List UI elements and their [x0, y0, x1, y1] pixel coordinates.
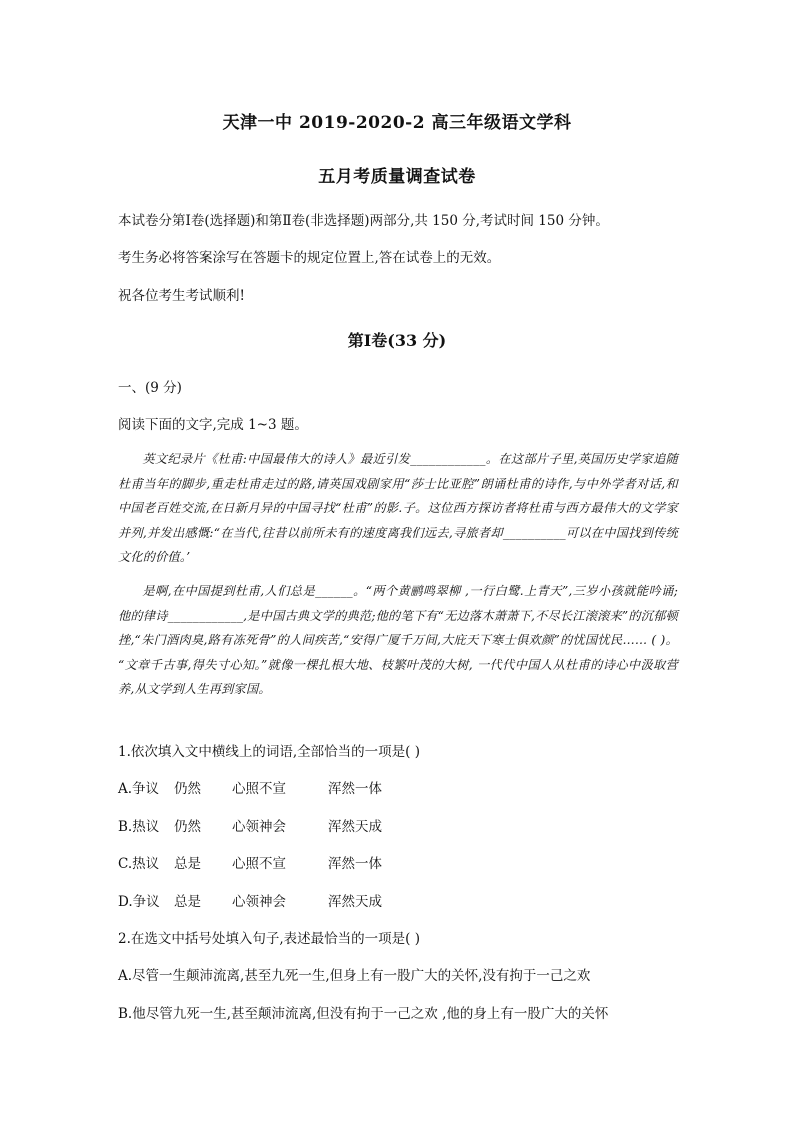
- option-cell: 浑然一体: [328, 781, 382, 797]
- option-cell: 总是: [174, 894, 201, 910]
- exam-title: 天津一中 2019-2020-2 高三年级语文学科: [222, 113, 572, 133]
- question-2-stem: 2.在选文中括号处填入句子,表述最恰当的一项是( ): [118, 931, 420, 947]
- intro-line-2: 考生务必将答案涂写在答题卡的规定位置上,答在试卷上的无效。: [118, 250, 501, 266]
- intro-line-1: 本试卷分第Ⅰ卷(选择题)和第Ⅱ卷(非选择题)两部分,共 150 分,考试时间 150 分钟。: [118, 213, 609, 229]
- option-cell: 浑然天成: [328, 894, 382, 910]
- intro-line-3: 祝各位考生考试顺利!: [118, 288, 245, 304]
- option-cell: B.热议: [118, 819, 160, 835]
- option-cell: 浑然一体: [328, 856, 382, 872]
- option-cell: 心领神会: [232, 819, 286, 835]
- question-1-option-d[interactable]: [118, 890, 418, 910]
- question-1-stem: 1.依次填入文中横线上的词语,全部恰当的一项是( ): [118, 744, 420, 760]
- question-2-option-b[interactable]: B.他尽管九死一生,甚至颠沛流离,但没有拘于一己之欢 ,他的身上有一股广大的关怀: [118, 1006, 609, 1022]
- question-2-option-a[interactable]: A.尽管一生颠沛流离,甚至九死一生,但身上有一股广大的关怀,没有拘于一己之欢: [118, 968, 591, 984]
- option-cell: 总是: [174, 856, 201, 872]
- reading-passage-2: [118, 579, 678, 702]
- option-cell: 心照不宣: [232, 856, 286, 872]
- exam-subtitle: 五月考质量调查试卷: [318, 167, 476, 187]
- option-cell: D.争议: [118, 894, 160, 910]
- option-cell: 心照不宣: [232, 781, 286, 797]
- option-cell: 浑然天成: [328, 819, 382, 835]
- option-cell: A.争议: [118, 781, 160, 797]
- question-1-option-b[interactable]: [118, 815, 418, 835]
- option-cell: 仍然: [174, 781, 201, 797]
- passage-paragraph-1: 英文纪录片《杜甫:中国最伟大的诗人》最近引发____________。在这部片子里,英国历史学家追随杜甫当年的脚步,重走杜甫走过的路,请英国戏剧家用“莎士比亚腔”朗诵杜甫的诗作,与中外学者对话,和中国老百姓交流,在日新月异的中国寻找“杜甫”的影.子。这位西方探访者将杜甫与西方最伟大的文学家并列,并发出感慨:“在当代,往昔以前所未有的速度离我们远去,寻旅者却__________可以在中国找到传统文化的价值。’: [118, 452, 678, 564]
- question-1-option-c[interactable]: [118, 852, 418, 872]
- reading-instruction: 阅读下面的文字,完成 1~3 题。: [118, 417, 308, 433]
- option-cell: 仍然: [174, 819, 201, 835]
- reading-passage: [118, 447, 678, 570]
- section-heading: 第Ⅰ卷(33 分): [347, 331, 447, 350]
- option-cell: 心领神会: [232, 894, 286, 910]
- passage-paragraph-2: 是啊,在中国提到杜甫,人们总是______。“两个黄鹂鸣翠柳 ,一行白鹭.上青天”,三岁小孩就能吟诵;他的律诗____________,是中国古典文学的典范;他的笔下有“无边落木萧萧下,不尽长江滚滚来”的沉郁顿挫,“朱门酒肉臭,路有冻死骨”的人间疾苦,“安得广厦千万间,大庇天下寒士俱欢颜”的忧国忧民…… ( )。 “文章千古事,得失寸心知。”就像一棵扎根大地、枝繁叶茂的大树, 一代代中国人从杜甫的诗心中汲取营养,从文学到人生再到家国。: [118, 584, 678, 696]
- option-cell: C.热议: [118, 856, 160, 872]
- question-1-option-a[interactable]: [118, 777, 418, 797]
- part-label: 一、(9 分): [118, 380, 182, 396]
